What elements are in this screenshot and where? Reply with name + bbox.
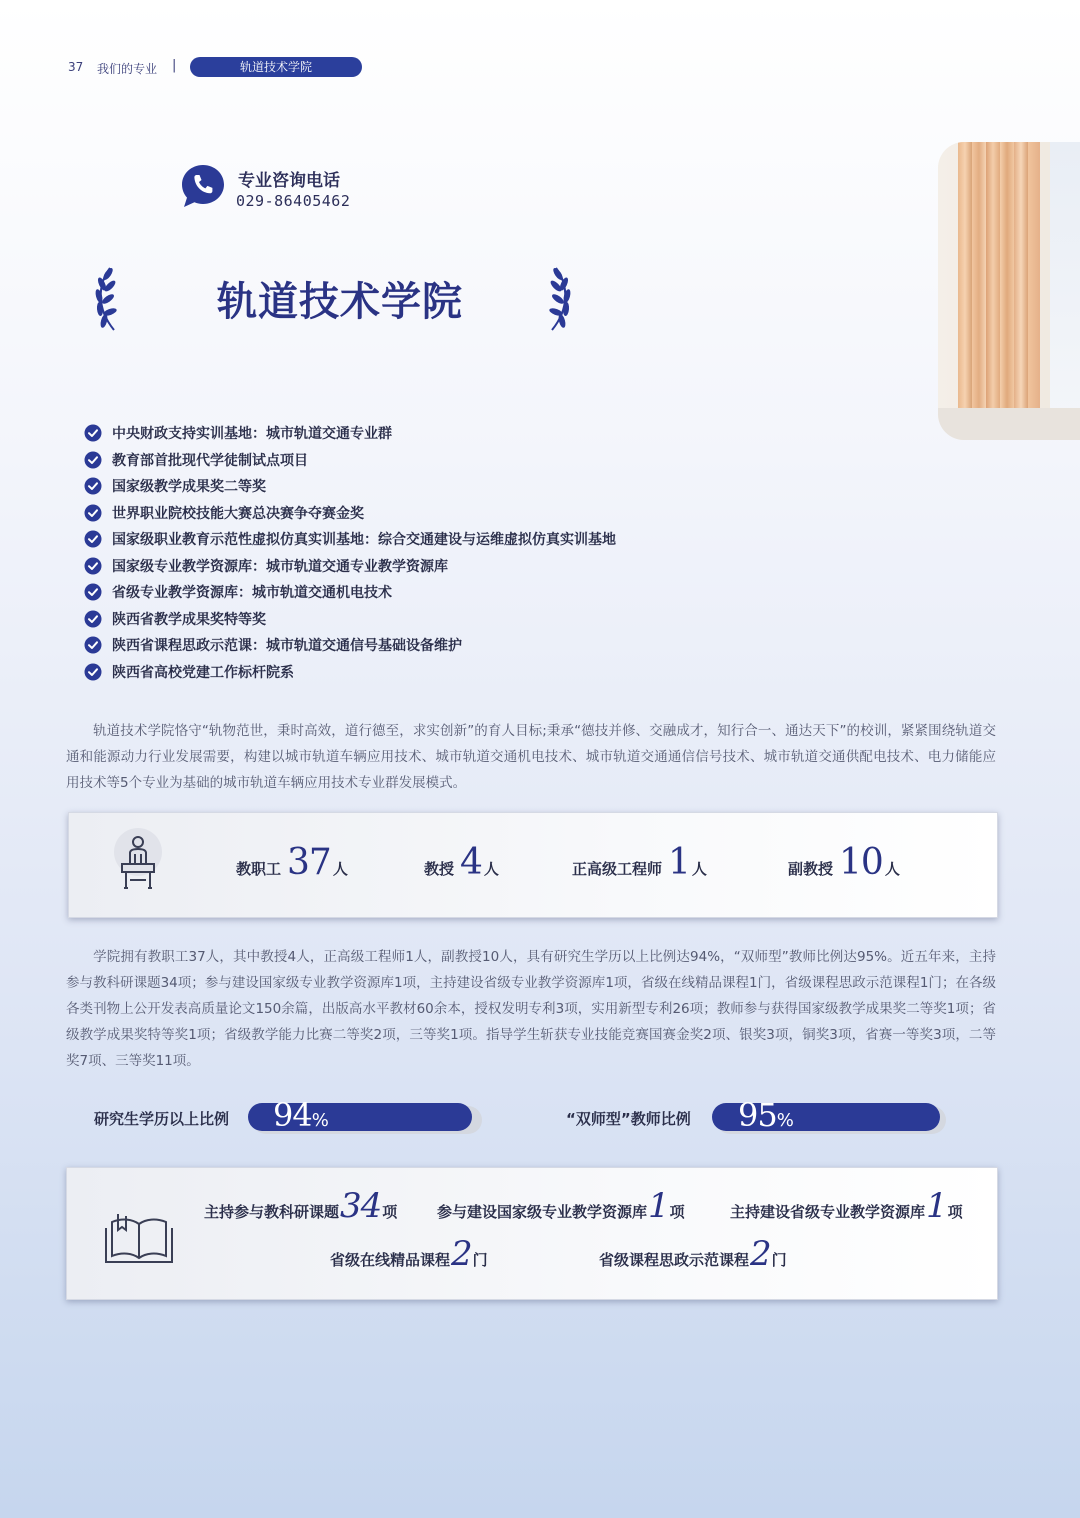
honor-text: 国家级教学成果奖二等奖 (112, 479, 266, 496)
classroom-photo (938, 142, 1080, 440)
research-stat-unit: 项 (669, 1203, 685, 1221)
honor-item (84, 659, 616, 686)
stat-associate-professors (788, 842, 900, 883)
honor-item (84, 500, 616, 527)
research-stat-unit: 门 (472, 1251, 488, 1269)
honor-item (84, 553, 616, 580)
page-title: 轨道技术学院 (217, 279, 463, 325)
check-circle-icon (84, 583, 102, 601)
research-stat-ideology-courses (599, 1234, 787, 1274)
check-circle-icon (84, 610, 102, 628)
stat-value: 37 (287, 842, 331, 883)
honor-text: 陕西省高校党建工作标杆院系 (112, 664, 294, 681)
ratio-graduate-value (273, 1096, 329, 1134)
research-stat-online-courses (330, 1234, 488, 1274)
honor-item (84, 473, 616, 500)
page-number: 37 (68, 60, 84, 74)
honor-item (84, 606, 616, 633)
honor-text: 国家级职业教育示范性虚拟仿真实训基地：综合交通建设与运维虚拟仿真实训基地 (112, 532, 616, 549)
intro-text: 轨道技术学院恪守“轨物范世，秉时高效，道行德至，求实创新”的育人目标;秉承“德技并修、交融成才，知行合一、通达天下”的校训，紧紧围绕轨道交通和能源动力行业发展需要，构建以城市轨道车辆应用技术、城市轨道交通机电技术、城市轨道交通通信信号技术、城市轨道交通供配电技术、电力储能应用技术等5个专业为基础的城市轨道车辆应用技术专业群发展模式。 (66, 723, 996, 791)
research-stat-value: 1 (926, 1186, 947, 1226)
stat-unit: 人 (691, 860, 707, 878)
stat-professors (424, 842, 499, 883)
ratio-unit: % (311, 1110, 329, 1131)
stat-senior-engineers (572, 842, 707, 883)
consult-phone-number: 029-86405462 (236, 192, 351, 210)
check-circle-icon (84, 557, 102, 575)
research-stat-projects (204, 1186, 397, 1226)
stat-unit: 人 (332, 860, 348, 878)
detail-text: 学院拥有教职工37人，其中教授4人，正高级工程师1人，副教授10人，具有研究生学历以上比例达94%，“双师型”教师比例达95%。近五年来，主持参与教科研课题34项；参与建设国家级专业教学资源库1项，主持建设省级专业教学资源库1项，省级在线精品课程1门，省级课程思政示范课程1门；在各级各类刊物上公开发表高质量论文150余篇，出版高水平教材60余本，授权发明专利3项，实用新型专利26项；教师参与获得国家级教学成果奖二等奖1项；省级教学成果奖特等奖1项；省级教学能力比赛二等奖2项，三等奖1项。指导学生斩获专业技能竞赛国赛金奖2项、银奖3项，铜奖3项，省赛一等奖3项，二等奖7项、三等奖11项。 (66, 949, 996, 1069)
honor-item (84, 526, 616, 553)
ratio-dual-teacher-value (738, 1096, 794, 1134)
research-stat-label: 主持参与教科研课题 (204, 1203, 340, 1221)
check-circle-icon (84, 504, 102, 522)
stat-value: 4 (460, 842, 482, 883)
phone-bubble-icon (180, 163, 226, 209)
research-stat-value: 1 (648, 1186, 669, 1226)
open-book-icon (104, 1212, 174, 1266)
check-circle-icon (84, 424, 102, 442)
ratio-graduate-label: 研究生学历以上比例 (94, 1110, 230, 1128)
stat-value: 1 (668, 842, 690, 883)
detail-paragraph (66, 944, 996, 1074)
check-circle-icon (84, 530, 102, 548)
stat-label: 教授 (424, 860, 455, 878)
honors-list (84, 420, 616, 685)
research-stat-value: 2 (750, 1234, 771, 1274)
honor-item (84, 447, 616, 474)
stat-unit: 人 (483, 860, 499, 878)
research-stat-label: 参与建设国家级专业教学资源库 (437, 1203, 648, 1221)
research-stat-label: 省级在线精品课程 (330, 1251, 451, 1269)
honor-text: 世界职业院校技能大赛总决赛争夺赛金奖 (112, 505, 364, 522)
research-stat-value: 34 (340, 1186, 382, 1226)
honor-text: 省级专业教学资源库：城市轨道交通机电技术 (112, 585, 392, 602)
consult-title: 专业咨询电话 (238, 171, 340, 191)
honor-text: 中央财政支持实训基地：城市轨道交通专业群 (112, 426, 392, 443)
stat-value: 10 (839, 842, 883, 883)
stat-staff (236, 842, 348, 883)
laurel-left-icon (88, 264, 122, 334)
check-circle-icon (84, 663, 102, 681)
honor-text: 陕西省教学成果奖特等奖 (112, 611, 266, 628)
research-stat-value: 2 (451, 1234, 472, 1274)
research-stat-unit: 门 (771, 1251, 787, 1269)
research-stat-provincial-library (730, 1186, 963, 1226)
intro-paragraph (66, 718, 996, 796)
honor-item (84, 579, 616, 606)
stat-label: 教职工 (236, 860, 282, 878)
stat-label: 副教授 (788, 860, 834, 878)
check-circle-icon (84, 636, 102, 654)
section-name: 我们的专业 (97, 62, 158, 76)
research-stat-label: 主持建设省级专业教学资源库 (730, 1203, 926, 1221)
research-stat-unit: 项 (382, 1203, 398, 1221)
teacher-podium-icon (110, 826, 166, 906)
honor-text: 陕西省课程思政示范课：城市轨道交通信号基础设备维护 (112, 638, 462, 655)
laurel-right-icon (544, 264, 578, 334)
research-stat-label: 省级课程思政示范课程 (599, 1251, 750, 1269)
check-circle-icon (84, 477, 102, 495)
ratio-unit: % (776, 1110, 794, 1131)
research-stat-unit: 项 (947, 1203, 963, 1221)
ratio-dual-teacher-label: “双师型”教师比例 (566, 1110, 691, 1128)
header-separator: | (172, 58, 177, 73)
honor-item (84, 632, 616, 659)
header-college-pill: 轨道技术学院 (190, 57, 362, 77)
research-stat-national-library (437, 1186, 685, 1226)
honor-text: 国家级专业教学资源库：城市轨道交通专业教学资源库 (112, 558, 448, 575)
check-circle-icon (84, 451, 102, 469)
ratio-number: 94 (273, 1096, 312, 1134)
stat-unit: 人 (884, 860, 900, 878)
stat-label: 正高级工程师 (572, 860, 663, 878)
honor-text: 教育部首批现代学徒制试点项目 (112, 452, 308, 469)
ratio-number: 95 (738, 1096, 777, 1134)
honor-item (84, 420, 616, 447)
